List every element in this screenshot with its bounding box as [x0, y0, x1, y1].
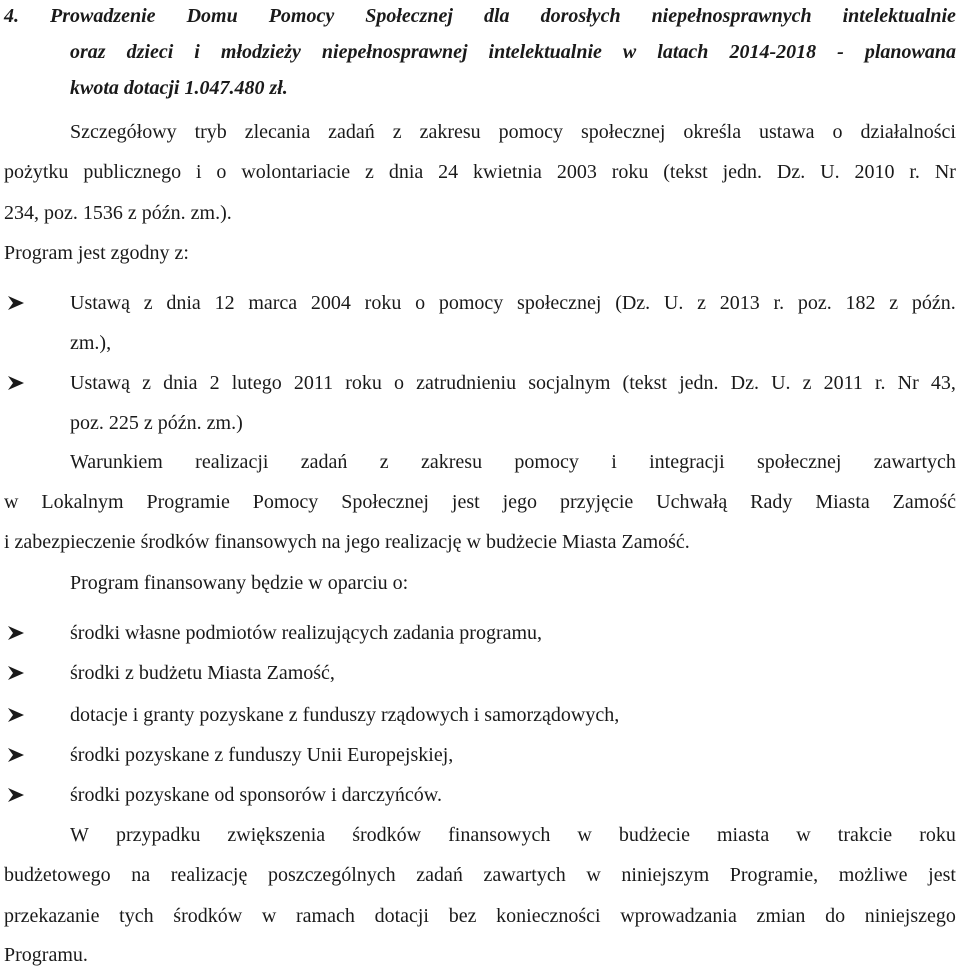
word: dnia [163, 372, 198, 394]
word: niepełnosprawnych [651, 5, 812, 27]
word: 2004 [310, 292, 351, 314]
word: z [392, 121, 402, 143]
word: dnia [388, 161, 424, 183]
word: w [577, 824, 592, 846]
word: socjalnym [528, 372, 611, 394]
word: zadań [300, 451, 348, 473]
word: U. [771, 372, 791, 394]
paragraph-budget-line-1 [70, 819, 956, 851]
word: oraz [70, 41, 106, 63]
word: Miasta [815, 491, 870, 513]
word: 182 [845, 292, 876, 314]
word: niniejszego [864, 905, 956, 927]
word: określa [683, 121, 742, 143]
word: 2 [209, 372, 220, 394]
word: z [143, 292, 153, 314]
word: pomocy [498, 121, 564, 143]
word: kwietnia [473, 161, 542, 183]
word: Lokalnym [41, 491, 124, 513]
word: w [586, 864, 601, 886]
word: realizację [170, 864, 248, 886]
word: konieczności [496, 905, 601, 927]
word: miasta [717, 824, 770, 846]
word: w [4, 491, 19, 513]
word: Społecznej [341, 491, 429, 513]
word: i [611, 451, 617, 473]
arrow-bullet-icon [7, 617, 27, 649]
word: Domu [186, 5, 238, 27]
funding-bullet-text: środki pozyskane od sponsorów i darczyńców. [70, 784, 442, 806]
word: Szczegółowy [70, 121, 177, 143]
word: jego [502, 491, 538, 513]
word: integracji [649, 451, 725, 473]
word: na [131, 864, 151, 886]
word: jedn. [679, 372, 719, 394]
word: Społecznej [365, 5, 453, 27]
word: Zamość [892, 491, 956, 513]
word: młodzieży [220, 41, 301, 63]
word: 2014-2018 [729, 41, 817, 63]
word: pomocy [514, 451, 579, 473]
word: latach [657, 41, 709, 63]
word: 2003 [556, 161, 597, 183]
compliance-intro: Program jest zgodny z: [4, 242, 189, 264]
word: o [832, 121, 843, 143]
word: intelektualnie [842, 5, 956, 27]
word: roku [919, 824, 956, 846]
arrow-bullet-icon [7, 699, 27, 731]
word: 43, [930, 372, 956, 394]
word: i [194, 41, 200, 63]
word: Nr [934, 161, 956, 183]
word: jest [451, 491, 480, 513]
word: przekazanie [4, 905, 100, 927]
paragraph-budget-line-4: Programu. [4, 944, 88, 966]
word: o [394, 372, 405, 394]
word: 24 [438, 161, 459, 183]
word: W [70, 824, 89, 846]
word: (tekst [663, 161, 708, 183]
word: roku [611, 161, 649, 183]
word: zadań [416, 864, 463, 886]
word: z [142, 372, 151, 394]
paragraph-legal-basis-line-3: 234, poz. 1536 z późn. zm.). [4, 202, 232, 224]
word: Warunkiem [70, 451, 163, 473]
word: jedn. [722, 161, 763, 183]
arrow-bullet-icon [7, 739, 27, 771]
word: 2010 [854, 161, 895, 183]
law-bullet-line-1 [70, 367, 956, 399]
word: r. [773, 292, 785, 314]
funding-bullet-text: środki z budżetu Miasta Zamość, [70, 662, 335, 684]
word: zadań [328, 121, 375, 143]
word: wolontariacie [241, 161, 351, 183]
word: roku [345, 372, 382, 394]
word: Dz. [776, 161, 806, 183]
word: 2011 [823, 372, 863, 394]
word: w [796, 824, 811, 846]
word: 12 [214, 292, 235, 314]
law-bullet-line-2: zm.), [70, 332, 112, 354]
financing-intro: Program finansowany będzie w oparciu o: [70, 572, 409, 594]
word: późn. [911, 292, 956, 314]
word: dnia [166, 292, 201, 314]
word: 4. [4, 5, 19, 27]
word: zmian [756, 905, 806, 927]
word: Prowadzenie [50, 5, 156, 27]
word: 2011 [293, 372, 334, 394]
word: publicznego [83, 161, 182, 183]
paragraph-budget-line-2 [4, 859, 956, 891]
funding-bullet-text: środki pozyskane z funduszy Unii Europejskiej, [70, 744, 454, 766]
arrow-bullet-icon [7, 657, 27, 689]
arrow-bullet-icon [7, 287, 27, 319]
arrow-bullet-icon [7, 779, 27, 811]
word: z [365, 161, 374, 183]
word: przyjęcie [559, 491, 634, 513]
word: lutego [231, 372, 282, 394]
word: zawartych [483, 864, 566, 886]
word: Dz. [730, 372, 759, 394]
word: Pomocy [252, 491, 319, 513]
word: poz. [797, 292, 832, 314]
word: społecznej [756, 451, 842, 473]
word: Pomocy [268, 5, 335, 27]
word: Uchwałą [656, 491, 728, 513]
word: niepełnosprawnej [321, 41, 468, 63]
word: budżetowego [4, 864, 111, 886]
word: r. [875, 372, 886, 394]
word: roku [364, 292, 402, 314]
word: środków [352, 824, 422, 846]
word: wprowadzania [620, 905, 737, 927]
paragraph-conditions-line-3: i zabezpieczenie środków finansowych na jego realizację w budżecie Miasta Zamość. [4, 531, 690, 553]
paragraph-conditions-line-1 [70, 446, 956, 478]
word: dorosłych [540, 5, 621, 27]
word: dzieci [126, 41, 174, 63]
word: i [195, 161, 202, 183]
section-heading-line-2 [70, 36, 956, 68]
word: bez [448, 905, 477, 927]
word: działalności [860, 121, 956, 143]
word: społecznej [517, 292, 602, 314]
word: U. [663, 292, 684, 314]
paragraph-conditions-line-2 [4, 486, 956, 518]
word: jest [928, 864, 956, 886]
word: tryb [194, 121, 227, 143]
word: (tekst [622, 372, 667, 394]
word: ramach [296, 905, 355, 927]
word: o [415, 292, 426, 314]
word: Programie, [729, 864, 819, 886]
word: (Dz. [615, 292, 651, 314]
word: Ustawą [70, 372, 130, 394]
section-heading-line-3: kwota dotacji 1.047.480 zł. [70, 77, 288, 99]
word: U. [820, 161, 840, 183]
word: Rady [750, 491, 793, 513]
word: - [837, 41, 844, 63]
word: niniejszym [621, 864, 710, 886]
law-bullet-line-1 [70, 287, 956, 319]
word: zawartych [873, 451, 956, 473]
word: Ustawą [70, 292, 130, 314]
word: r. [909, 161, 920, 183]
word: o [216, 161, 227, 183]
funding-bullet-text: dotacje i granty pozyskane z funduszy rządowych i samorządowych, [70, 704, 620, 726]
word: z [379, 451, 389, 473]
funding-bullet-text: środki własne podmiotów realizujących zadania programu, [70, 622, 543, 644]
word: z [697, 292, 707, 314]
law-bullet-line-2: poz. 225 z późn. zm.) [70, 412, 243, 434]
word: Nr [897, 372, 919, 394]
word: z [889, 292, 899, 314]
word: pomocy [438, 292, 504, 314]
word: dla [484, 5, 510, 27]
arrow-bullet-icon [7, 367, 27, 399]
paragraph-budget-line-3 [4, 900, 956, 932]
word: przypadku [115, 824, 201, 846]
word: tych [119, 905, 154, 927]
word: Programie [146, 491, 230, 513]
paragraph-legal-basis-line-1 [70, 116, 956, 148]
word: dotacji [374, 905, 429, 927]
word: społecznej [580, 121, 666, 143]
word: budżecie [618, 824, 690, 846]
word: zatrudnieniu [416, 372, 517, 394]
paragraph-legal-basis-line-2 [4, 156, 956, 188]
word: zakresu [419, 121, 481, 143]
word: marca [248, 292, 298, 314]
word: zwiększenia [227, 824, 326, 846]
word: trakcie [837, 824, 893, 846]
word: planowana [864, 41, 956, 63]
word: ustawa [759, 121, 815, 143]
word: środków [173, 905, 243, 927]
word: z [802, 372, 812, 394]
word: możliwe [838, 864, 908, 886]
word: intelektualnie [488, 41, 602, 63]
word: finansowych [448, 824, 551, 846]
word: w [622, 41, 637, 63]
word: poszczególnych [267, 864, 396, 886]
section-heading-line-1 [4, 0, 956, 32]
word: realizacji [195, 451, 269, 473]
word: zlecania [244, 121, 311, 143]
word: w [261, 905, 277, 927]
word: pożytku [4, 161, 69, 183]
word: do [825, 905, 846, 927]
word: 2013 [719, 292, 760, 314]
word: zakresu [421, 451, 483, 473]
